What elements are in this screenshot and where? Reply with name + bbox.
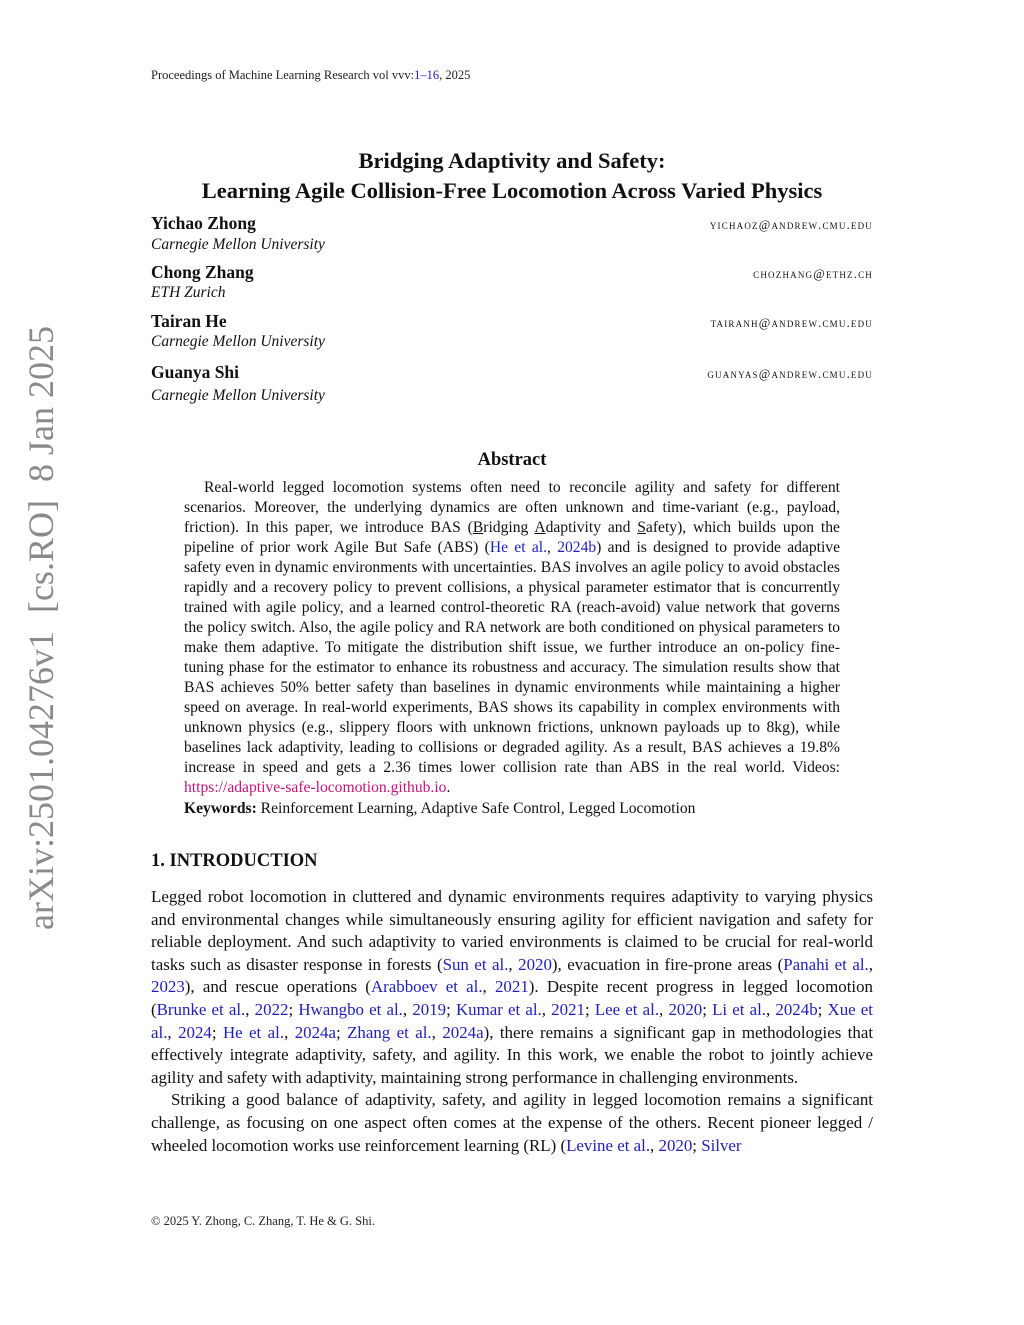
citation-link[interactable]: Levine et al.	[566, 1135, 651, 1155]
citation-link[interactable]: Arabboev et al.	[370, 977, 483, 997]
citation-link[interactable]: Panahi et al.	[783, 954, 869, 974]
citation-year-link[interactable]: 2019	[412, 999, 447, 1019]
author-affiliation: Carnegie Mellon University	[151, 333, 325, 350]
author-name: Chong Zhang	[151, 262, 254, 282]
arxiv-id: arXiv:2501.04276v1	[21, 631, 61, 930]
citation-year-link[interactable]: 2024b	[775, 999, 818, 1019]
citation-link[interactable]: He et al.	[222, 1022, 285, 1042]
author-email: tairanh@andrew.cmu.edu	[710, 316, 873, 330]
author-name: Tairan He	[151, 311, 227, 331]
citation-link[interactable]: Silver	[701, 1135, 742, 1155]
project-video-link[interactable]: https://adaptive-safe-locomotion.github.io	[184, 779, 447, 796]
citation-year-link[interactable]: 2021	[551, 999, 585, 1019]
author-email: guanyas@andrew.cmu.edu	[707, 367, 873, 381]
citation-year-link[interactable]: 2024a	[294, 1022, 336, 1042]
citation-year-link[interactable]: 2024a	[442, 1022, 484, 1042]
keywords-text: Reinforcement Learning, Adaptive Safe Control, Legged Locomotion	[256, 800, 696, 817]
header-pages-link[interactable]: 1–16	[414, 68, 440, 82]
citation-year-link[interactable]: 2021	[494, 977, 529, 997]
paper-title-line-1: Bridging Adaptivity and Safety:	[358, 148, 666, 173]
header-prefix: Proceedings of Machine Learning Research vol vvv:	[151, 68, 415, 82]
citation-link[interactable]: Lee et al.	[594, 999, 660, 1019]
header-suffix: , 2025	[439, 68, 471, 82]
section-heading: 1. INTRODUCTION	[151, 851, 318, 871]
citation-link[interactable]: Zhang et al.	[347, 1022, 432, 1042]
citation-link[interactable]: Hwangbo et al.	[298, 999, 403, 1019]
citation-link[interactable]: Xue et al.	[151, 999, 873, 1042]
journal-header	[151, 68, 470, 83]
citation-year-link[interactable]: 2020	[658, 1135, 693, 1155]
author-affiliation: Carnegie Mellon University	[151, 236, 325, 253]
citation-link[interactable]: Brunke et al.	[156, 999, 246, 1019]
citation-year-link[interactable]: 2023	[151, 977, 185, 997]
paper-title-line-2: Learning Agile Collision-Free Locomotion Across Varied Physics	[201, 178, 823, 203]
citation-link[interactable]: Sun et al.	[442, 954, 509, 974]
author-affiliation: ETH Zurich	[151, 284, 226, 301]
citation-year-link[interactable]: 2020	[518, 954, 552, 974]
citation-year-link[interactable]: 2024b	[557, 539, 597, 556]
copyright-footer: © 2025 Y. Zhong, C. Zhang, T. He & G. Shi.	[151, 1214, 375, 1228]
author-name: Guanya Shi	[151, 362, 240, 382]
arxiv-category: [cs.RO]	[21, 500, 61, 614]
citation-year-link[interactable]: 2024	[178, 1022, 212, 1042]
introduction-text	[151, 886, 873, 1157]
arxiv-date: 8 Jan 2025	[21, 326, 61, 483]
author-email: chozhang@ethz.ch	[753, 267, 873, 281]
author-email: yichaoz@andrew.cmu.edu	[709, 218, 873, 232]
citation-link[interactable]: Kumar et al.	[455, 999, 542, 1019]
abstract-heading: Abstract	[477, 450, 547, 470]
intro-paragraph: Legged robot locomotion in cluttered and dynamic environments requires adaptivity to varying physics and environmental changes while simultaneously ensuring agility for efficient navigation and safety for reliable deployment. And such adaptivity to varied environments is claimed to be crucial for real-world tasks such as disaster response in forests (Sun et al., 2020), evacuation in fire-prone areas (Panahi et al., 2023), and rescue operations (Arabboev et al., 2021). Despite recent progress in legged locomotion (Brunke et al., 2022; Hwangbo et al., 2019; Kumar et al., 2021; Lee et al., 2020; Li et al., 2024b; Xue et al., 2024; He et al., 2024a; Zhang et al., 2024a), there remains a significant gap in methodologies that effectively integrate adaptivity, safety, and agility. In this work, we enable the robot to jointly achieve agility and safety with adaptivity, maintaining strong performance in challenging environments.	[151, 887, 874, 1087]
intro-paragraph: Striking a good balance of adaptivity, safety, and agility in legged locomotion remains a significant challenge, as focusing on one aspect often comes at the expense of the others. Recent pioneer legged / wheeled locomotion works use reinforcement learning (RL) (Levine et al., 2020; Silver	[151, 1090, 873, 1155]
abstract-body: Real-world legged locomotion systems often need to reconcile agility and safety for different scenarios. Moreover, the underlying dynamics are often unknown and time-variant (e.g., payload, friction). In this paper, we introduce BAS (Bridging Adaptivity and Safety), which builds upon the pipeline of prior work Agile But Safe (ABS) (He et al., 2024b) and is designed to provide adaptive safety even in dynamic environments with uncertainties. BAS involves an agile policy to avoid obstacles rapidly and a recovery policy to prevent collisions, a physical parameter estimator that is concurrently trained with agile policy, and a learned control-theoretic RA (reach-avoid) value network that governs the policy switch. Also, the agile policy and RA network are both conditioned on physical parameters to make them adaptive. To mitigate the distribution shift issue, we further introduce an on-policy fine-tuning phase for the estimator to enhance its robustness and accuracy. The simulation results show that BAS achieves 50% better safety than baselines in dynamic environments while maintaining a higher speed on average. In real-world experiments, BAS shows its capability in complex environments with unknown physics (e.g., slippery floors with unknown frictions, unknown payloads up to 8kg), while baselines lack adaptivity, leading to collisions or degraded agility. As a result, BAS achieves a 19.8% increase in speed and gets a 2.36 times lower collision rate than ABS in the real world. Videos: https://adaptive-safe-locomotion.github.io.	[184, 479, 841, 796]
keywords-label: Keywords:	[184, 800, 257, 817]
author-affiliation: Carnegie Mellon University	[151, 387, 325, 404]
citation-link[interactable]: He et al.	[489, 539, 547, 556]
citation-link[interactable]: Li et al.	[712, 999, 767, 1019]
keywords	[184, 800, 840, 818]
citation-year-link[interactable]: 2020	[668, 999, 703, 1019]
author-name: Yichao Zhong	[151, 213, 256, 233]
citation-year-link[interactable]: 2022	[254, 999, 289, 1019]
